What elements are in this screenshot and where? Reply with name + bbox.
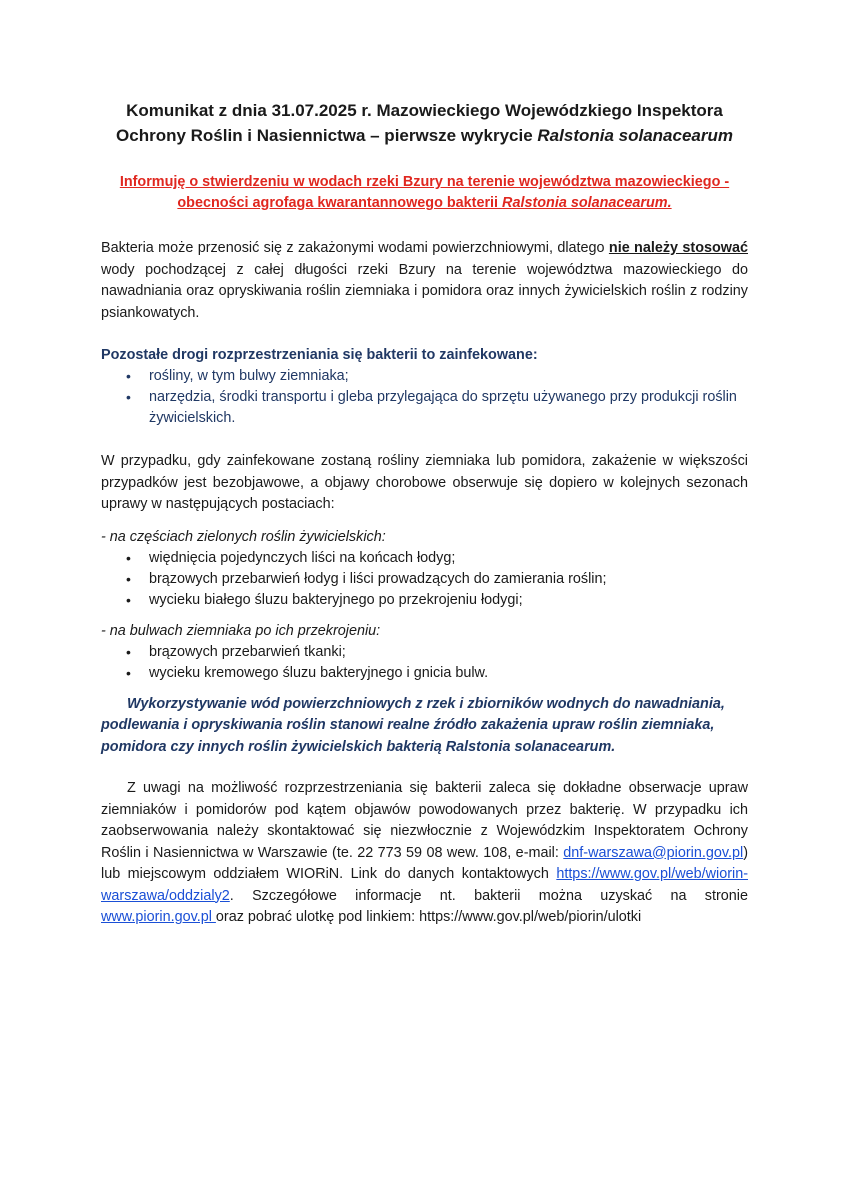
contact-text-1: Z uwagi na możliwość rozprzestrzeniania się bakterii zaleca się dokładne obserwacje upraw ziemniaków i pomidorów pod kątem objawów powodowanych przez bakterię. W przypadku ich zaobserwowania należy skontaktować się niezwłocznie z Wojewódzkim Inspektoratem Ochrony Roślin i Nasiennictwa w Warszawie (te. 22 773 59 08 wew. 108, e-mail:	[101, 780, 748, 861]
page-title	[101, 98, 748, 148]
tubers-heading: - na bulwach ziemniaka po ich przekrojeniu:	[101, 622, 381, 639]
title-species: Ralstonia solanacearum	[537, 126, 733, 145]
paragraph-transmission-after: wody pochodzącej z całej długości rzeki Bzury na terenie województwa mazowieckiego do nawadniania oraz opryskiwania roślin ziemniaka i pomidora oraz innych żywicielskich roślin z rodziny psiankowatych.	[101, 261, 748, 321]
warning-paragraph: Wykorzystywanie wód powierzchniowych z rzek i zbiorników wodnych do nawadniania, podlewania i opryskiwania roślin stanowi realne źródło zakażenia upraw roślin ziemniaka, pomidora czy innych roślin żywicielskich bakterią Ralstonia solanacearum.	[101, 695, 725, 755]
spread-list	[101, 366, 748, 429]
list-item: • wycieku kremowego śluzu bakteryjnego i gnicia bulw.	[101, 663, 748, 684]
list-item: • narzędzia, środki transportu i gleba przylegająca do sprzętu używanego przy produkcji roślin żywicielskich.	[101, 387, 748, 429]
green-parts-list	[101, 548, 748, 611]
alert-text: Informuję o stwierdzeniu w wodach rzeki Bzury na terenie województwa mazowieckiego - obecności agrofaga kwarantannowego bakterii	[119, 174, 730, 211]
paragraph-transmission	[101, 238, 748, 324]
list-item: • więdnięcia pojedynczych liści na końcach łodyg;	[101, 548, 748, 569]
green-parts-heading: - na częściach zielonych roślin żywicielskich:	[101, 528, 386, 545]
contact-text-2: ) lub miejscowym oddziałem WIORiN. Link do danych kontaktowych	[101, 844, 748, 882]
contact-text-4: oraz pobrać ulotkę pod linkiem: https://www.gov.pl/web/piorin/ulotki	[215, 909, 642, 925]
alert-species: Ralstonia solanacearum.	[502, 195, 672, 211]
paragraph-symptoms: W przypadku, gdy zainfekowane zostaną rośliny ziemniaka lub pomidora, zakażenie w większości przypadków jest bezobjawowe, a objawy chorobowe obserwuje się dopiero w kolejnych sezonach uprawy w następujących postaciach:	[101, 453, 748, 512]
contact-text-3: . Szczegółowe informacje nt. bakterii można uzyskać na stronie	[229, 887, 748, 904]
title-line1: Komunikat z dnia 31.07.2025 r. Mazowieckiego Wojewódzkiego Inspektora	[126, 101, 723, 120]
list-item: • rośliny, w tym bulwy ziemniaka;	[101, 366, 748, 387]
list-item: • wycieku białego śluzu bakteryjnego po przekrojeniu łodygi;	[101, 590, 748, 611]
tubers-list	[101, 642, 748, 684]
email-link[interactable]: dnf-warszawa@piorin.gov.pl	[563, 844, 744, 861]
title-line2: Ochrony Roślin i Nasiennictwa – pierwsze wykrycie	[116, 126, 538, 145]
alert-notice	[101, 172, 748, 214]
list-item: • brązowych przebarwień tkanki;	[101, 642, 748, 663]
paragraph-transmission-before: Bakteria może przenosić się z zakażonymi wodami powierzchniowymi, dlatego	[101, 240, 609, 256]
contact-offices-link[interactable]: https://www.gov.pl/web/wiorin-warszawa/oddzialy2	[101, 866, 748, 904]
emphasis-do-not-use: nie należy stosować	[608, 240, 748, 256]
paragraph-contact	[101, 778, 748, 929]
document-content	[101, 98, 748, 929]
spread-heading: Pozostałe drogi rozprzestrzeniania się bakterii to zainfekowane:	[101, 347, 538, 363]
piorin-website-link[interactable]: www.piorin.gov.pl	[101, 909, 216, 925]
list-item: • brązowych przebarwień łodyg i liści prowadzących do zamierania roślin;	[101, 569, 748, 590]
